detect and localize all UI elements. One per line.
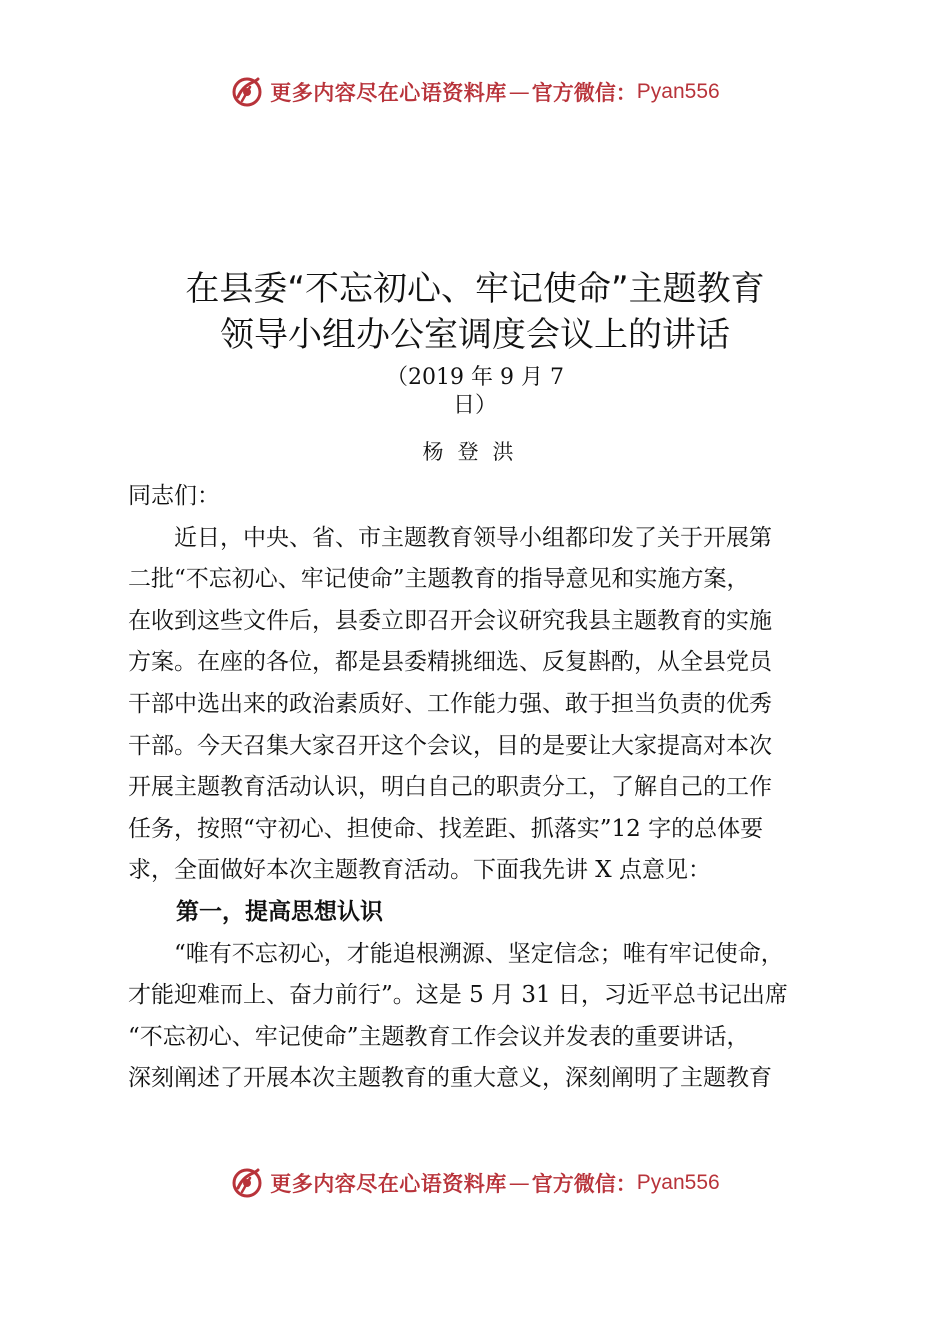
- paragraph-line: 开展主题教育活动认识，明白自己的职责分工，了解自己的工作: [128, 774, 772, 801]
- paragraph-line: 近日，中央、省、市主题教育领导小组都印发了关于开展第: [174, 524, 772, 551]
- paragraph-line: 干部。今天召集大家召开这个会议，目的是要让大家提高对本次: [128, 732, 772, 759]
- document-author: 杨登洪: [422, 440, 528, 464]
- document-date-line-2: 日）: [452, 393, 497, 418]
- quill-swirl-logo-icon: [230, 75, 264, 109]
- paragraph-line: 方案。在座的各位，都是县委精挑细选、反复斟酌，从全县党员: [128, 649, 772, 676]
- banner-wechat-label: 官方微信：: [531, 80, 637, 105]
- document-date-line-1: （2019 年 9 月 7: [386, 365, 564, 390]
- paragraph-line: 在收到这些文件后，县委立即召开会议研究我县主题教育的实施: [128, 607, 772, 634]
- paragraph-line: 二批“不忘初心、牢记使命”主题教育的指导意见和实施方案，: [128, 566, 750, 593]
- banner-wechat-label: 官方微信：: [531, 1171, 637, 1196]
- banner-wechat-id: Pyan556: [636, 1171, 720, 1194]
- paragraph-2: [128, 934, 838, 1100]
- document-title-line-2: 领导小组办公室调度会议上的讲话: [220, 315, 730, 355]
- document-title-line-1: 在县委“不忘初心、牢记使命”主题教育: [185, 269, 765, 309]
- quill-swirl-logo-icon: [230, 1166, 264, 1200]
- footer-banner: [0, 1163, 950, 1203]
- section-heading: 第一，提高思想认识: [176, 898, 383, 925]
- header-banner: [0, 72, 950, 112]
- banner-separator: —: [508, 80, 530, 104]
- paragraph-line: 才能迎难而上、奋力前行”。这是 5 月 31 日，习近平总书记出席: [128, 982, 788, 1009]
- paragraph-line: 干部中选出来的政治素质好、工作能力强、敢于担当负责的优秀: [128, 690, 772, 717]
- paragraph-line: 求，全面做好本次主题教育活动。下面我先讲 X 点意见：: [128, 857, 711, 884]
- paragraph-line: 深刻阐述了开展本次主题教育的重大意义，深刻阐明了主题教育: [128, 1065, 772, 1092]
- banner-wechat-id: Pyan556: [636, 80, 720, 103]
- salutation: 同志们：: [128, 483, 220, 509]
- document-body: [128, 476, 838, 1100]
- banner-separator: —: [508, 1171, 530, 1195]
- paragraph-1: [128, 518, 838, 892]
- paragraph-line: “不忘初心、牢记使命”主题教育工作会议并发表的重要讲话，: [128, 1023, 750, 1050]
- paragraph-line: 任务，按照“守初心、担使命、找差距、抓落实”12 字的总体要: [128, 815, 764, 842]
- banner-brand: 更多内容尽在心语资料库: [270, 1171, 507, 1196]
- banner-brand: 更多内容尽在心语资料库: [270, 80, 507, 105]
- paragraph-line: “唯有不忘初心，才能追根溯源、坚定信念；唯有牢记使命，: [174, 940, 784, 967]
